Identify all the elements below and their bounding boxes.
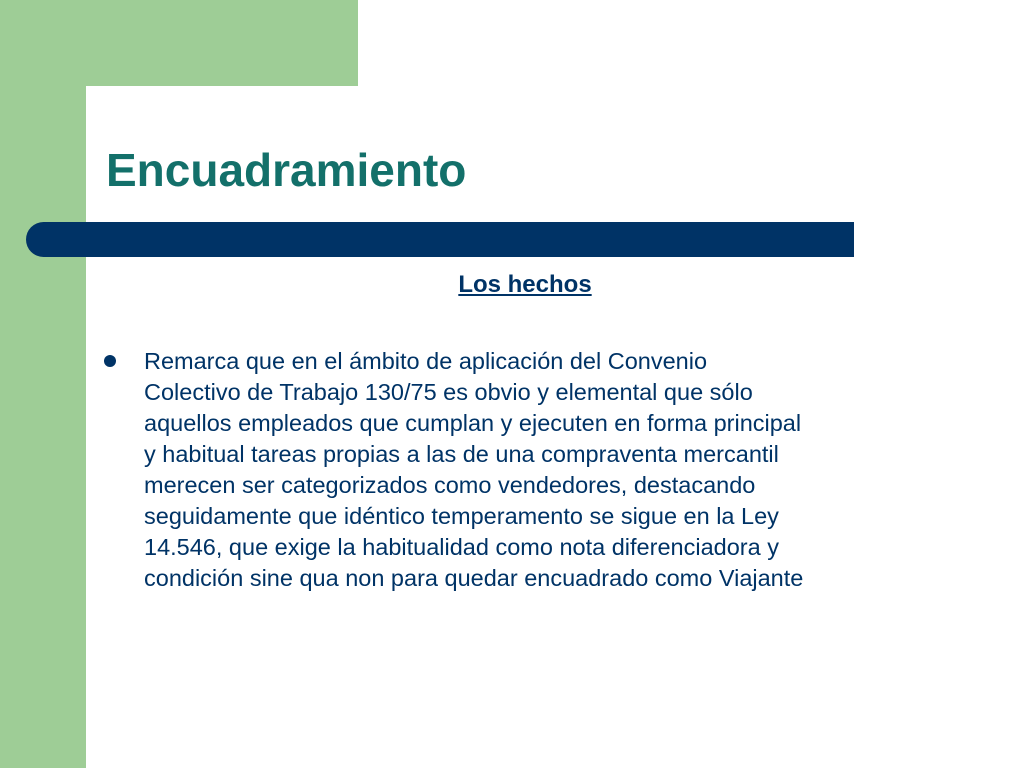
bullet-line: 14.546, que exige la habitualidad como nota diferenciadora y [144, 534, 779, 560]
bullet-line: seguidamente que idéntico temperamento se sigue en la Ley [144, 503, 779, 529]
bullet-line: Remarca que en el ámbito de aplicación del Convenio [144, 348, 708, 374]
bullet-line: condición sine qua non para quedar encuadrado como Viajante [144, 565, 804, 591]
bullet-dot-icon [104, 355, 116, 367]
section-subheading: Los hechos [458, 271, 592, 298]
title-underline-bar [26, 222, 854, 257]
green-top-block [0, 0, 358, 86]
slide-title: Encuadramiento [106, 144, 467, 196]
bullet-line: Colectivo de Trabajo 130/75 es obvio y elemental que sólo [144, 379, 753, 405]
bullet-text [144, 346, 954, 594]
bullet-line: y habitual tareas propias a las de una compraventa mercantil [144, 441, 779, 467]
green-side-band [0, 0, 86, 768]
bullet-line: aquellos empleados que cumplan y ejecuten en forma principal [144, 410, 802, 436]
bullet-line: merecen ser categorizados como vendedores, destacando [144, 472, 756, 498]
